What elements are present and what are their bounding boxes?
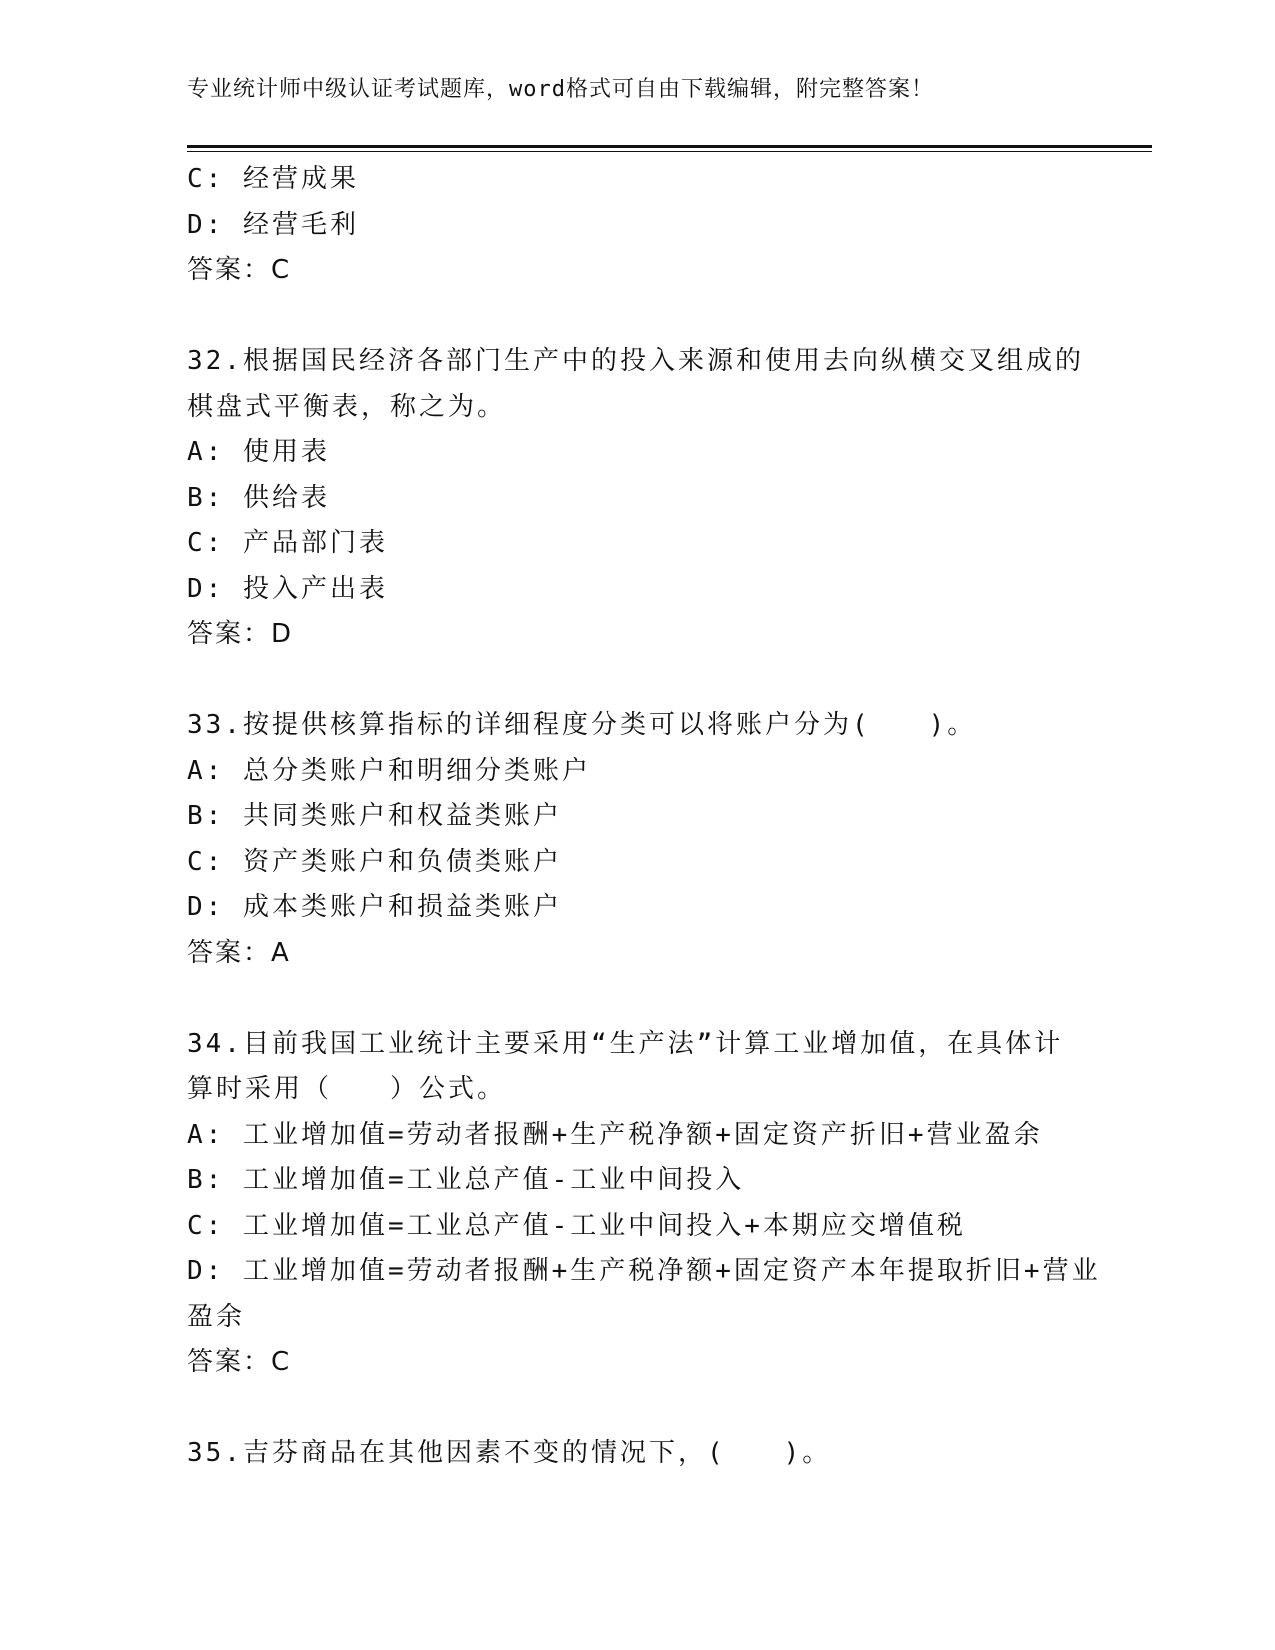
option-c: C: 经营成果 xyxy=(187,164,359,194)
answer-line: 答案：C xyxy=(187,255,292,285)
answer-line: 答案：A xyxy=(187,937,291,968)
answer-line: 答案：C xyxy=(187,1347,292,1377)
question-stem-continued: 算时采用（ ）公式。 xyxy=(187,1074,507,1104)
option-d: D: 成本类账户和损益类账户 xyxy=(187,892,562,922)
header-divider-thick xyxy=(187,145,1152,148)
question-33 xyxy=(187,703,1087,976)
option-c: C: 产品部门表 xyxy=(187,528,388,558)
answer-line: 答案：D xyxy=(187,619,294,649)
option-d-continued: 盈余 xyxy=(187,1301,246,1332)
option-a: A: 工业增加值=劳动者报酬+生产税净额+固定资产折旧+营业盈余 xyxy=(187,1119,1043,1150)
option-d: D: 投入产出表 xyxy=(187,573,388,604)
option-c: C: 工业增加值=工业总产值-工业中间投入+本期应交增值税 xyxy=(187,1210,966,1241)
question-stem: 32.根据国民经济各部门生产中的投入来源和使用去向纵横交叉组成的 xyxy=(187,346,1084,376)
header-divider-thin xyxy=(187,151,1152,152)
spacer xyxy=(187,1386,1087,1432)
option-a: A: 总分类账户和明细分类账户 xyxy=(187,755,591,786)
option-b: B: 工业增加值=工业总产值-工业中间投入 xyxy=(187,1165,745,1195)
question-stem: 34.目前我国工业统计主要采用“生产法”计算工业增加值，在具体计 xyxy=(187,1028,1064,1059)
spacer xyxy=(187,294,1087,340)
question-32 xyxy=(187,339,1087,658)
question-35 xyxy=(187,1431,1087,1477)
spacer xyxy=(187,658,1087,704)
page-header: 专业统计师中级认证考试题库，word格式可自由下载编辑，附完整答案！ xyxy=(187,77,934,102)
option-b: B: 供给表 xyxy=(187,482,330,513)
option-b: B: 共同类账户和权益类账户 xyxy=(187,801,562,831)
question-stem: 33.按提供核算指标的详细程度分类可以将账户分为( )。 xyxy=(187,710,977,740)
document-body xyxy=(187,157,1101,1477)
spacer xyxy=(187,976,1087,1022)
question-34 xyxy=(187,1022,1101,1386)
option-d: D: 经营毛利 xyxy=(187,209,359,240)
question-31-tail xyxy=(187,157,1087,294)
option-a: A: 使用表 xyxy=(187,437,330,467)
option-d: D: 工业增加值=劳动者报酬+生产税净额+固定资产本年提取折旧+营业 xyxy=(187,1256,1101,1286)
question-stem-continued: 棋盘式平衡表，称之为。 xyxy=(187,391,507,422)
question-stem: 35.吉芬商品在其他因素不变的情况下，( )。 xyxy=(187,1438,832,1468)
option-c: C: 资产类账户和负债类账户 xyxy=(187,846,562,877)
